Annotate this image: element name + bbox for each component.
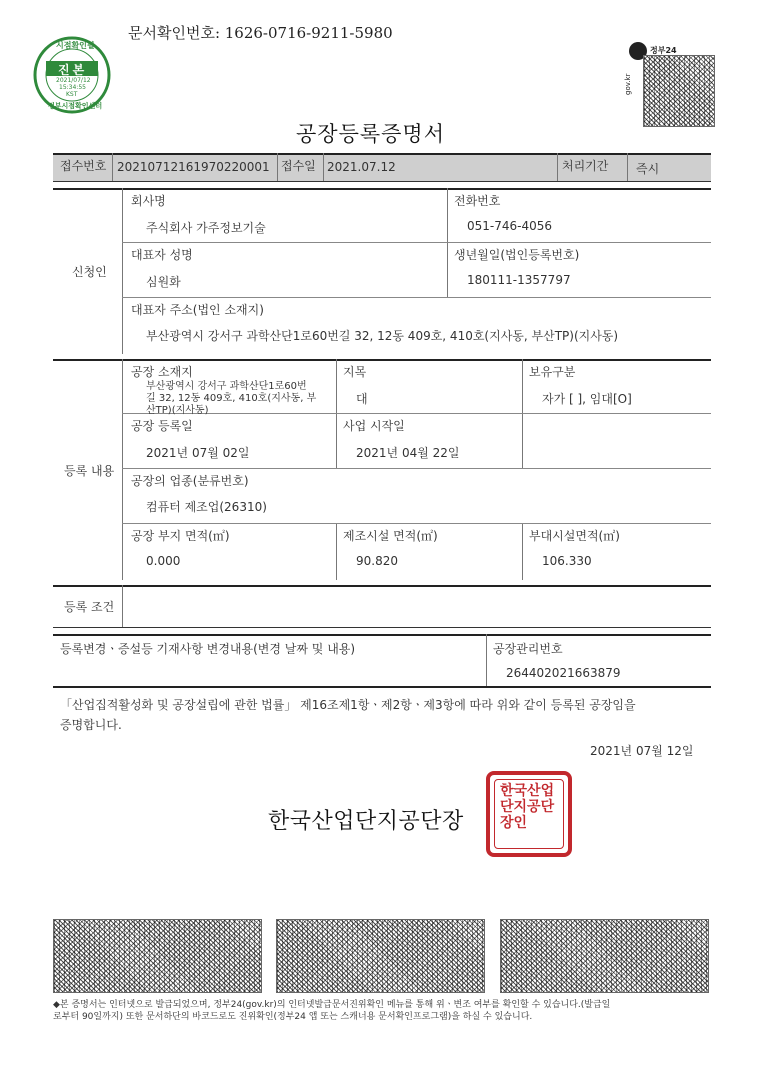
issue-date: 2021년 07월 12일 — [590, 744, 694, 758]
representative-value: 심원화 — [146, 275, 181, 289]
document-confirm-number: 문서확인번호: 1626-0716-9211-5980 — [128, 24, 393, 42]
phone-value: 051-746-4056 — [467, 219, 553, 233]
gov-kr-text: gov.kr — [624, 73, 632, 95]
barcode-2 — [276, 919, 485, 993]
statement-line1: 「산업집적활성화 및 공장설립에 관한 법률」 제16조제1항ㆍ제2항ㆍ제3항에 따라 위와 같이 등록된 공장임을 — [60, 698, 636, 712]
representative-label: 대표자 성명 — [131, 248, 193, 262]
receipt-number-value: 20210712161970220001 — [117, 160, 270, 174]
phone-label: 전화번호 — [454, 194, 501, 208]
receipt-date-value: 2021.07.12 — [327, 160, 396, 174]
industry-value: 컴퓨터 제조업(26310) — [146, 500, 267, 514]
factory-regdate-value: 2021년 07월 02일 — [146, 446, 250, 460]
qr-code — [643, 55, 715, 127]
land-category-label: 지목 — [343, 365, 367, 379]
birth-regnum-value: 180111-1357797 — [467, 273, 571, 287]
ownership-value: 자가 [ ], 임대[O] — [542, 392, 632, 406]
management-number-label: 공장관리번호 — [493, 642, 563, 656]
business-start-value: 2021년 04월 22일 — [356, 446, 460, 460]
management-number-value: 264402021663879 — [506, 666, 621, 680]
footer-note-line1: ◆본 증명서는 인터넷으로 발급되었으며, 정부24(gov.kr)의 인터넷발급문서진위확인 메뉴를 통해 위ㆍ변조 여부를 확인할 수 있습니다.(발급일 — [53, 1000, 611, 1010]
processing-period-label: 처리기간 — [562, 159, 609, 173]
birth-regnum-label: 생년월일(법인등록번호) — [454, 248, 580, 262]
stamp-date: 2021/07/12 — [56, 77, 91, 84]
barcode-3 — [500, 919, 709, 993]
representative-address-value: 부산광역시 강서구 과학산단1로60번길 32, 12동 409호, 410호(지사동, 부산TP)(지사동) — [146, 329, 619, 343]
gov24-label: 정부24 — [650, 46, 677, 55]
stamp-main-text: 진본 — [58, 63, 88, 77]
factory-regdate-label: 공장 등록일 — [131, 419, 193, 433]
footer-note-line2: 로부터 90일까지) 또한 문서하단의 바코드로도 진위확인(정부24 앱 또는 스캐너용 문서확인프로그램)을 하실 수 있습니다. — [53, 1012, 533, 1022]
industry-label: 공장의 업종(분류번호) — [131, 474, 249, 488]
seal-text: 한국산업단지공단장인 — [500, 783, 555, 831]
receipt-date-label: 접수일 — [281, 159, 316, 173]
stamp-top-text: 시점확인필 — [56, 41, 95, 50]
site-area-label: 공장 부지 면적(㎡) — [131, 529, 230, 543]
statement-line2: 증명합니다. — [60, 718, 122, 732]
factory-location-line1: 부산광역시 강서구 과학산단1로60번 — [146, 381, 307, 392]
stamp-timezone: KST — [66, 91, 78, 98]
barcode-1 — [53, 919, 262, 993]
authenticity-stamp — [32, 35, 112, 115]
factory-location-line2: 길 32, 12동 409호, 410호(지사동, 부 — [146, 393, 317, 404]
company-name-value: 주식회사 가주정보기술 — [146, 221, 266, 235]
applicant-section-label: 신청인 — [72, 265, 107, 279]
factory-location-label: 공장 소재지 — [131, 365, 193, 379]
changes-label: 등록변경ㆍ증설등 기재사항 변경내용(변경 날짜 및 내용) — [60, 642, 356, 656]
ownership-label: 보유구분 — [529, 365, 576, 379]
auxiliary-area-value: 106.330 — [542, 554, 592, 568]
site-area-value: 0.000 — [146, 554, 181, 568]
receipt-number-label: 접수번호 — [60, 159, 107, 173]
processing-period-value: 즉시 — [636, 162, 660, 176]
official-seal — [486, 771, 572, 857]
auxiliary-area-label: 부대시설면적(㎡) — [529, 529, 620, 543]
factory-location-line3: 산TP)(지사동) — [146, 405, 209, 416]
registration-section-label: 등록 내용 — [64, 464, 115, 478]
issuer-name: 한국산업단지공단장 — [268, 809, 464, 834]
representative-address-label: 대표자 주소(법인 소재지) — [131, 303, 264, 317]
registration-conditions-label: 등록 조건 — [64, 600, 115, 614]
land-category-value: 대 — [356, 392, 368, 406]
document-title: 공장등록증명서 — [296, 122, 446, 146]
stamp-time: 15:34:55 — [59, 84, 86, 91]
manufacturing-area-value: 90.820 — [356, 554, 398, 568]
manufacturing-area-label: 제조시설 면적(㎡) — [343, 529, 438, 543]
stamp-bottom-text: 정부시점확인센터 — [48, 102, 103, 110]
business-start-label: 사업 시작일 — [343, 419, 405, 433]
company-name-label: 회사명 — [131, 194, 166, 208]
